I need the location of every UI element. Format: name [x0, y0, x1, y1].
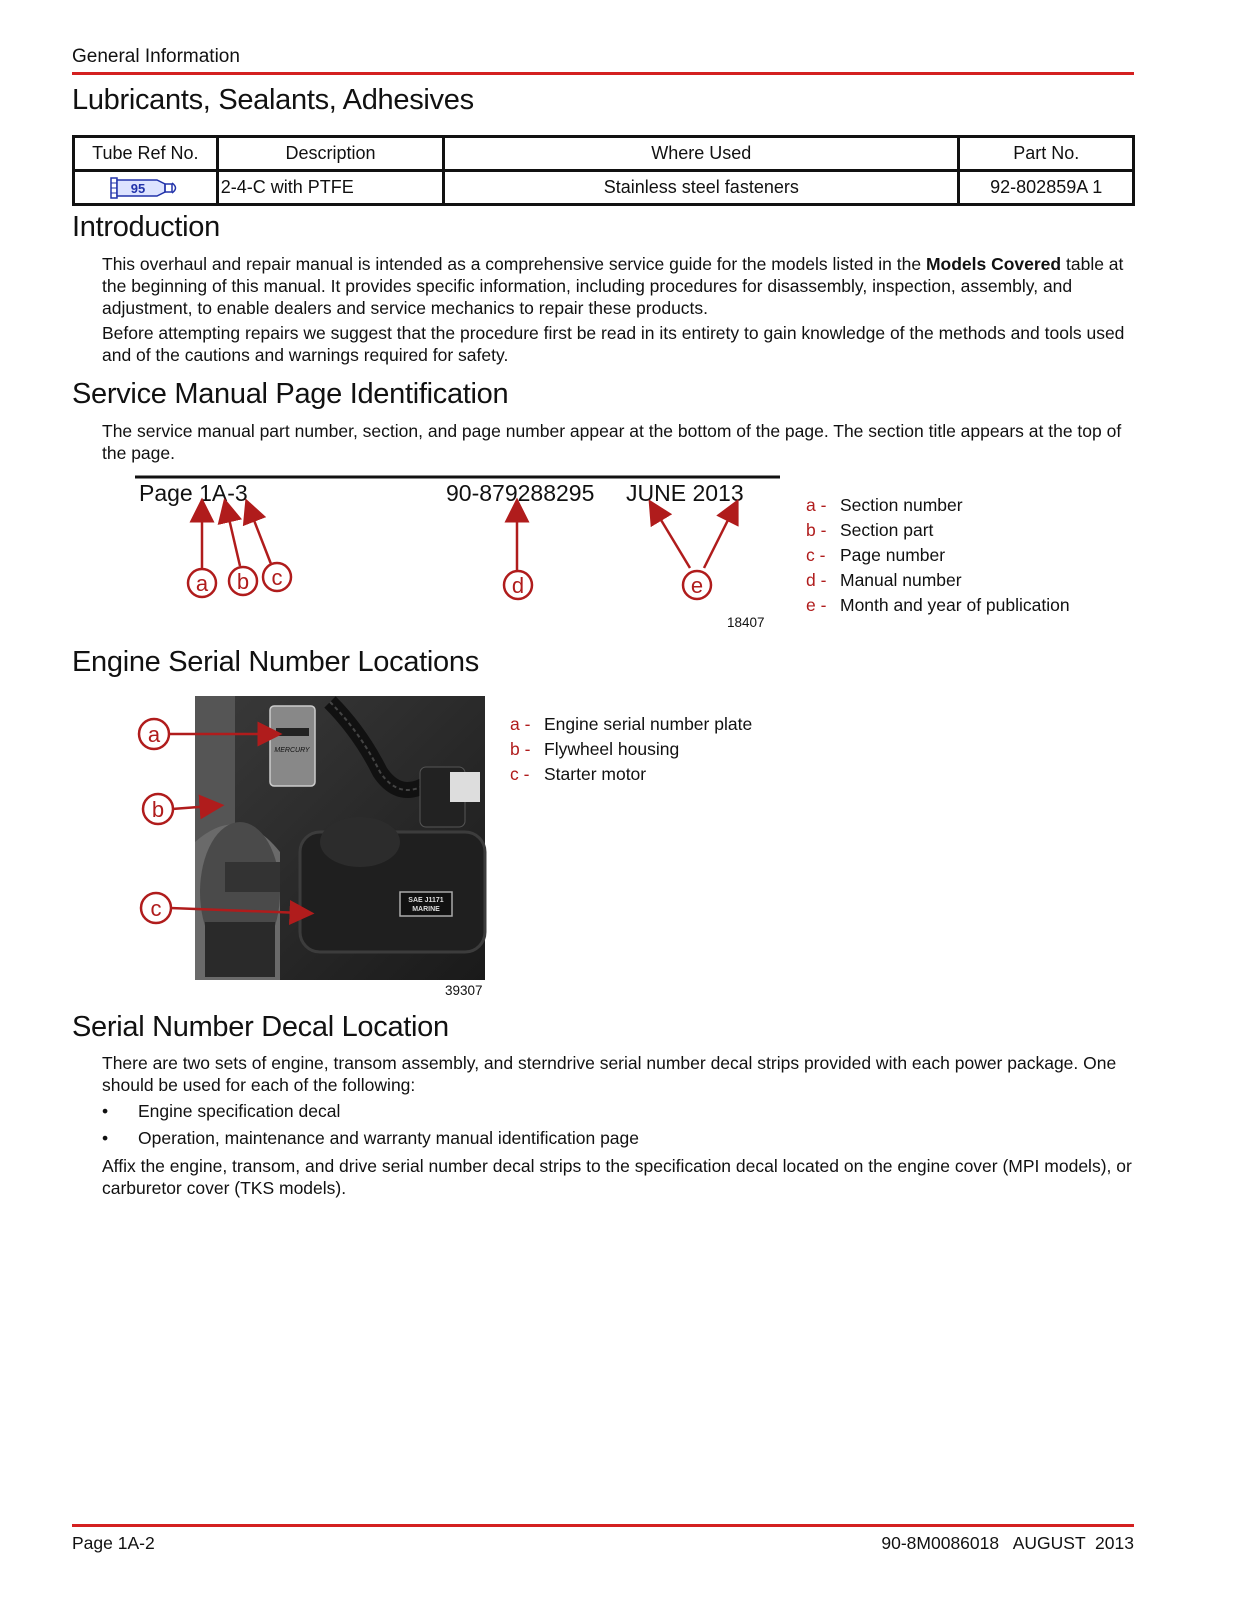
bullet-glyph: •	[102, 1128, 109, 1148]
figure-manual-number: 90-879288295	[446, 480, 595, 506]
svg-text:d: d	[511, 573, 525, 598]
legend-item	[510, 737, 752, 762]
legend-letter: d -	[806, 570, 827, 590]
description-cell: 2-4-C with PTFE	[217, 171, 443, 205]
legend-text: Flywheel housing	[544, 739, 680, 759]
callout-e	[683, 571, 711, 599]
introduction-title: Introduction	[72, 211, 220, 243]
legend-text: Page number	[840, 545, 946, 565]
callout-a-engine	[139, 719, 169, 749]
legend-text: Section part	[840, 520, 934, 540]
legend-item	[806, 518, 1070, 543]
figure-number: 18407	[727, 615, 765, 630]
page-id-title: Service Manual Page Identification	[72, 378, 509, 410]
svg-text:b: b	[236, 569, 250, 594]
legend-item	[806, 493, 1070, 518]
col-part-no: Part No.	[959, 137, 1134, 171]
page-id-paragraph: The service manual part number, section, and page number appear at the bottom of the page. The section title appears at the top of the page.	[102, 421, 1122, 463]
footer-rule	[72, 1524, 1134, 1527]
svg-text:e: e	[690, 573, 704, 598]
table-row	[74, 171, 1134, 205]
callout-a	[188, 569, 216, 597]
legend-letter: e -	[806, 595, 827, 615]
svg-text:c: c	[271, 565, 283, 590]
legend-item	[510, 762, 752, 787]
svg-text:b: b	[151, 797, 165, 822]
arrow-c	[250, 510, 271, 564]
arrow-b	[227, 510, 240, 566]
legend-item	[806, 593, 1070, 618]
bullet-text: Operation, maintenance and warranty manual identification page	[138, 1128, 640, 1148]
introduction-paragraph-1	[102, 253, 1132, 319]
callout-b-engine	[143, 794, 173, 824]
svg-text:c: c	[150, 896, 162, 921]
figure-date: JUNE 2013	[626, 480, 744, 506]
col-tube-ref: Tube Ref No.	[74, 137, 218, 171]
bullet-glyph: •	[102, 1101, 109, 1121]
decal-paragraph-2: Affix the engine, transom, and drive serial number decal strips to the specification decal located on the engine cover (MPI models), or carburetor cover (TKS models).	[102, 1156, 1132, 1198]
page-id-legend	[806, 493, 1070, 618]
svg-text:a: a	[195, 571, 209, 596]
header-rule	[72, 72, 1134, 75]
engine-photo-figure	[130, 692, 490, 1002]
intro-text-a: This overhaul and repair manual is intended as a comprehensive service guide for the models listed in the	[102, 254, 926, 274]
svg-text:SAE J1171: SAE J1171	[408, 897, 444, 904]
legend-letter: a -	[510, 714, 531, 734]
svg-text:MERCURY: MERCURY	[274, 747, 310, 754]
legend-letter: c -	[510, 764, 530, 784]
page-id-figure	[130, 474, 780, 634]
legend-letter: a -	[806, 495, 827, 515]
svg-text:MARINE: MARINE	[412, 906, 440, 913]
tube-icon	[105, 175, 185, 201]
legend-letter: c -	[806, 545, 826, 565]
callout-b	[229, 567, 257, 595]
part-no-cell: 92-802859A 1	[959, 171, 1134, 205]
figure-page-label: Page 1A-3	[139, 480, 248, 506]
lubricants-title: Lubricants, Sealants, Adhesives	[72, 84, 474, 116]
lubricants-table	[72, 135, 1135, 206]
col-where-used: Where Used	[444, 137, 959, 171]
engine-serial-legend	[510, 712, 752, 787]
bullet-text: Engine specification decal	[138, 1101, 341, 1121]
legend-item	[806, 568, 1070, 593]
legend-letter: b -	[510, 739, 531, 759]
list-item	[102, 1101, 340, 1122]
tube-ref-cell	[74, 171, 218, 205]
models-covered-ref: Models Covered	[925, 254, 1062, 274]
engine-figure-number: 39307	[445, 983, 483, 998]
decal-paragraph-1: There are two sets of engine, transom assembly, and sterndrive serial number decal strips provided with each power package. One should be used for each of the following:	[102, 1053, 1117, 1095]
arrow-e1	[655, 510, 690, 568]
where-used-cell: Stainless steel fasteners	[444, 171, 959, 205]
svg-text:a: a	[147, 722, 161, 747]
legend-letter: b -	[806, 520, 827, 540]
engine-serial-title: Engine Serial Number Locations	[72, 646, 479, 678]
callout-d	[504, 571, 532, 599]
introduction-paragraph-2: Before attempting repairs we suggest that the procedure first be read in its entirety to gain knowledge of the methods and tools used and of the cautions and warnings required for safety.	[102, 323, 1125, 365]
legend-text: Engine serial number plate	[544, 714, 753, 734]
callout-c	[263, 563, 291, 591]
legend-item	[510, 712, 752, 737]
legend-item	[806, 543, 1070, 568]
legend-text: Starter motor	[544, 764, 647, 784]
col-description: Description	[217, 137, 443, 171]
footer-manual-date: 90-8M0086018 AUGUST 2013	[881, 1533, 1134, 1553]
table-header-row	[74, 137, 1134, 171]
intro-text-b: table at the beginning of this manual. It provides specific information, including procedures for disassembly, inspection, assembly, and adjustment, to enable dealers and service mechanics to repair these products.	[102, 254, 1124, 318]
engine-photo	[195, 696, 485, 980]
list-item	[102, 1128, 639, 1149]
page-section-header: General Information	[72, 46, 240, 67]
legend-text: Month and year of publication	[840, 595, 1070, 615]
callout-c-engine	[141, 893, 171, 923]
arrow-e2	[704, 510, 733, 568]
tube-ref-number: 95	[131, 180, 146, 196]
decal-title: Serial Number Decal Location	[72, 1011, 449, 1043]
footer-page-number: Page 1A-2	[72, 1533, 155, 1553]
serial-plate	[270, 706, 315, 786]
legend-text: Manual number	[840, 570, 962, 590]
legend-text: Section number	[840, 495, 963, 515]
